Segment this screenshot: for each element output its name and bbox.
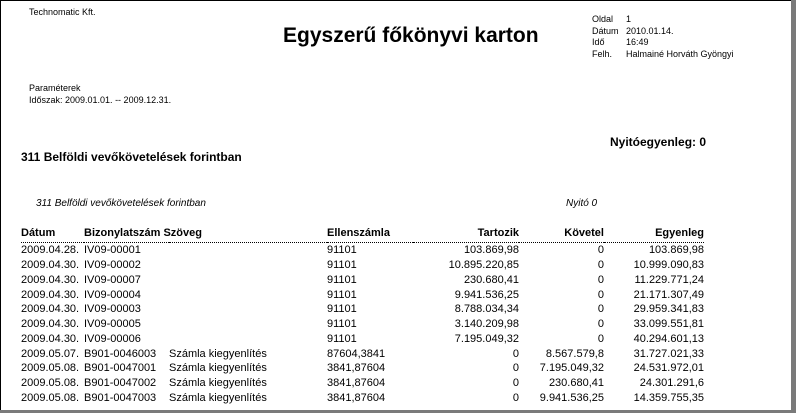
table-row: [21, 376, 704, 391]
cell-debit: 230.680,41: [463, 273, 519, 286]
cell-credit: 0: [597, 273, 604, 286]
cell-date: 2009.04.30.: [21, 332, 80, 345]
cell-contra-account: 91101: [327, 303, 357, 316]
cell-credit: 0: [597, 332, 604, 345]
cell-balance: 40.294.601,13: [633, 332, 704, 345]
account-title: 311 Belföldi vevőkövetelések forintban: [21, 150, 242, 164]
meta-label: Dátum: [592, 25, 619, 36]
meta-row-page: [592, 14, 734, 26]
cell-debit: 7.195.049,32: [454, 332, 519, 345]
cell-contra-account: 3841,87604: [327, 391, 386, 404]
cell-date: 2009.05.08.: [21, 377, 80, 390]
cell-credit: 0: [597, 259, 604, 272]
col-balance-header: Egyenleg: [655, 227, 704, 239]
cell-contra-account: 3841,87604: [327, 377, 386, 390]
meta-value: 16:49: [626, 37, 649, 47]
table-row: [21, 317, 704, 332]
cell-contra-account: 3841,87604: [327, 362, 386, 375]
meta-label: Felh.: [592, 48, 613, 59]
cell-debit: 0: [512, 377, 519, 390]
cell-credit: 0: [597, 303, 604, 316]
meta-value: 2010.01.14.: [626, 25, 674, 36]
cell-document-number: IV09-00001: [84, 244, 141, 257]
meta-row-date: [592, 26, 734, 38]
cell-credit: 8.567.579,8: [545, 347, 604, 360]
cell-description: [169, 243, 327, 258]
table-row: [21, 273, 704, 288]
table-row: [21, 258, 704, 273]
cell-description: [169, 317, 327, 332]
cell-contra-account: 87604,3841: [327, 347, 386, 360]
cell-description: [169, 258, 327, 273]
cell-date: 2009.05.07.: [21, 347, 80, 360]
ledger-table: [21, 224, 704, 405]
cell-contra-account: 91101: [327, 244, 357, 257]
cell-balance: 29.959.341,83: [633, 303, 704, 316]
report-meta: [592, 14, 734, 60]
table-row: [21, 243, 704, 258]
cell-debit: 0: [512, 391, 519, 404]
cell-balance: 103.869,98: [648, 244, 704, 257]
cell-debit: 8.788.034,34: [454, 303, 519, 316]
cell-debit: 10.895.220,85: [448, 259, 519, 272]
cell-contra-account: 91101: [327, 259, 357, 272]
cell-description: [169, 332, 327, 347]
cell-date: 2009.04.30.: [21, 288, 80, 301]
cell-description: [169, 302, 327, 317]
cell-description: [169, 273, 327, 288]
meta-label: Oldal: [592, 14, 614, 24]
cell-date: 2009.04.28.: [21, 244, 80, 257]
col-contra-header: Ellenszámla: [327, 227, 390, 239]
cell-balance: 24.301.291,6: [639, 377, 704, 390]
col-document-header: Bizonylatszám Szöveg: [84, 227, 202, 239]
cell-date: 2009.05.08.: [21, 362, 80, 375]
cell-balance: 11.229.771,24: [634, 273, 704, 286]
cell-date: 2009.04.30.: [21, 259, 80, 272]
page-shadow-right: [791, 0, 796, 413]
table-row: [21, 346, 704, 361]
cell-description: Számla kiegyenlítés: [169, 391, 267, 404]
meta-row-user: [592, 49, 734, 61]
cell-date: 2009.05.08.: [21, 391, 80, 404]
cell-document-number: B901-0047002: [84, 377, 157, 390]
table-row: [21, 287, 704, 302]
cell-balance: 33.099.551,81: [633, 318, 704, 331]
cell-document-number: IV09-00005: [84, 318, 141, 331]
cell-balance: 10.999.090,83: [633, 259, 704, 272]
cell-debit: 0: [512, 347, 519, 360]
cell-document-number: B901-0046003: [84, 347, 157, 360]
cell-credit: 230.680,41: [548, 377, 604, 390]
parameters-block: [29, 82, 171, 106]
cell-balance: 24.531.972,01: [633, 362, 704, 375]
report-title: Egyszerű főkönyvi karton: [283, 24, 539, 47]
cell-debit: 103.869,98: [463, 244, 519, 257]
cell-credit: 0: [597, 318, 604, 331]
cell-document-number: B901-0047003: [84, 391, 157, 404]
cell-contra-account: 91101: [327, 273, 357, 286]
account-subheader: 311 Belföldi vevőkövetelések forintban: [36, 198, 206, 209]
cell-credit: 0: [597, 288, 604, 301]
table-header-row: [21, 224, 704, 243]
cell-document-number: IV09-00004: [84, 288, 141, 301]
cell-credit: 9.941.536,25: [539, 391, 604, 404]
table-row: [21, 361, 704, 376]
cell-debit: 3.140.209,98: [454, 318, 519, 331]
cell-credit: 7.195.049,32: [539, 362, 604, 375]
ledger-body: [21, 243, 704, 406]
parameters-label: Paraméterek: [29, 83, 81, 93]
cell-debit: 0: [512, 362, 519, 375]
cell-description: Számla kiegyenlítés: [169, 347, 267, 360]
col-date-header: Dátum: [21, 227, 56, 239]
cell-document-number: IV09-00006: [84, 332, 141, 345]
meta-label: Idő: [592, 37, 605, 47]
cell-contra-account: 91101: [327, 318, 357, 331]
meta-row-time: [592, 37, 734, 49]
cell-date: 2009.04.30.: [21, 318, 80, 331]
cell-document-number: IV09-00003: [84, 303, 141, 316]
cell-description: [169, 287, 327, 302]
cell-document-number: B901-0047001: [84, 362, 157, 375]
cell-date: 2009.04.30.: [21, 303, 80, 316]
table-row: [21, 332, 704, 347]
cell-date: 2009.04.30.: [21, 273, 80, 286]
period-text: Időszak: 2009.01.01. -- 2009.12.31.: [29, 95, 172, 105]
col-credit-header: Követel: [564, 227, 604, 239]
cell-document-number: IV09-00007: [84, 273, 141, 286]
cell-credit: 0: [597, 244, 604, 257]
col-debit-header: Tartozik: [477, 227, 519, 239]
meta-value: Halmainé Horváth Gyöngyi: [626, 48, 734, 59]
opening-balance: Nyitóegyenleg: 0: [610, 135, 707, 149]
cell-contra-account: 91101: [327, 288, 357, 301]
cell-balance: 31.727.021,33: [633, 347, 704, 360]
cell-debit: 9.941.536,25: [454, 288, 519, 301]
cell-document-number: IV09-00002: [84, 259, 141, 272]
table-row: [21, 391, 704, 406]
cell-contra-account: 91101: [327, 332, 357, 345]
cell-description: Számla kiegyenlítés: [169, 377, 267, 390]
cell-balance: 14.359.755,35: [633, 391, 704, 404]
cell-description: Számla kiegyenlítés: [169, 362, 267, 375]
company-name: Technomatic Kft.: [29, 7, 96, 17]
cell-balance: 21.171.307,49: [633, 288, 704, 301]
table-row: [21, 302, 704, 317]
meta-value: 1: [626, 14, 632, 24]
opening-subheader: Nyitó 0: [566, 198, 598, 209]
